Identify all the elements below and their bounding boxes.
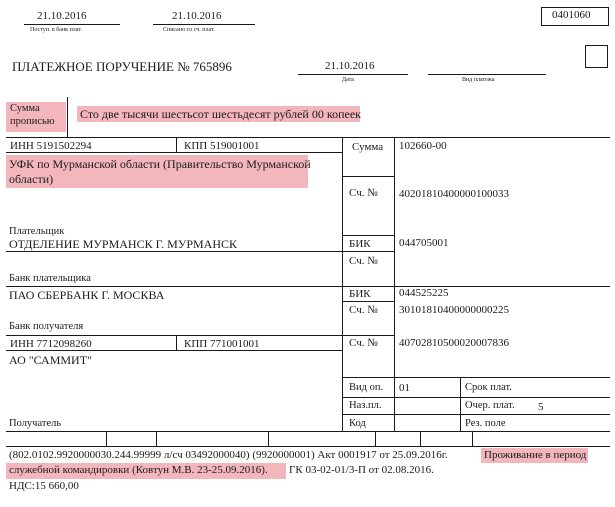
page-title: ПЛАТЕЖНОЕ ПОРУЧЕНИЕ № 765896 <box>12 59 232 74</box>
payer-bank-account-label: Сч. № <box>349 255 378 267</box>
amount-label: Сумма <box>352 141 384 153</box>
payer-label: Плательщик <box>9 226 65 237</box>
payee-kpp: КПП 771001001 <box>184 338 260 350</box>
purpose-code-label: Наз.пл. <box>349 400 382 411</box>
purpose-line2-a: служебной командировки (Ковтун М.В. 23-25.09.2016). <box>9 464 268 476</box>
purpose-line1-b: Проживание в период <box>484 449 587 461</box>
payer-bank-name: ОТДЕЛЕНИЕ МУРМАНСК Г. МУРМАНСК <box>9 237 238 251</box>
payee-name: АО "САММИТ" <box>9 353 92 367</box>
op-type-label: Вид оп. <box>349 382 384 393</box>
code-label: Код <box>349 418 366 429</box>
date-received-label: Поступ. в банк плат. <box>30 27 82 33</box>
payer-inn: ИНН 5191502294 <box>10 140 92 152</box>
payer-bank-bik: 044705001 <box>399 237 449 249</box>
payee-bank-account: 30101810400000000225 <box>399 304 509 316</box>
payer-account-label: Сч. № <box>349 187 378 199</box>
order-value: 5 <box>538 401 544 413</box>
payer-name-line1: УФК по Мурманской области (Правительство Мурманской <box>9 157 311 171</box>
amount-words-label-1: Сумма <box>10 103 40 114</box>
payment-type-stamp-box <box>585 45 608 68</box>
payee-bank-label: Банк получателя <box>9 321 84 332</box>
payment-type-label: Вид платежа <box>462 77 495 83</box>
payee-bank-bik: 044525225 <box>399 287 449 299</box>
purpose-vat: НДС:15 660,00 <box>9 480 79 492</box>
payee-inn: ИНН 7712098260 <box>10 338 92 350</box>
amount-in-words: Сто две тысячи шестьсот шестьдесят рублей 00 копеек <box>80 107 361 121</box>
form-code: 0401060 <box>552 9 591 21</box>
op-type: 01 <box>399 382 410 394</box>
payee-account-label: Сч. № <box>349 337 378 349</box>
date-received: 21.10.2016 <box>37 10 87 22</box>
payee-bank-name: ПАО СБЕРБАНК Г. МОСКВА <box>9 288 165 302</box>
payment-date-label: Дата <box>342 77 354 83</box>
amount-value: 102660-00 <box>399 140 447 152</box>
payer-account: 40201810400000100033 <box>399 188 509 200</box>
payee-account: 40702810500020007836 <box>399 337 509 349</box>
amount-words-label-2: прописью <box>10 116 55 127</box>
due-date-label: Срок плат. <box>465 382 512 393</box>
purpose-line2-b: ГК 03-02-01/3-П от 02.08.2016. <box>289 464 434 476</box>
payer-kpp: КПП 519001001 <box>184 140 260 152</box>
payer-bank-label: Банк плательщика <box>9 273 91 284</box>
date-debited-label: Списано со сч. плат. <box>163 27 215 33</box>
payee-label: Получатель <box>9 418 62 429</box>
purpose-line1-a: (802.0102.9920000030.244.99999 л/сч 03492000040) (9920000001) Акт 0001917 от 25.09.2016г. <box>9 449 448 461</box>
reserve-field-label: Рез. поле <box>465 418 506 429</box>
order-label: Очер. плат. <box>465 400 515 411</box>
payer-bank-bik-label: БИК <box>349 238 371 250</box>
payee-bank-account-label: Сч. № <box>349 304 378 316</box>
payee-bank-bik-label: БИК <box>349 288 371 300</box>
date-debited: 21.10.2016 <box>172 10 222 22</box>
payment-date: 21.10.2016 <box>325 60 375 72</box>
payer-name-line2: области) <box>9 172 54 186</box>
